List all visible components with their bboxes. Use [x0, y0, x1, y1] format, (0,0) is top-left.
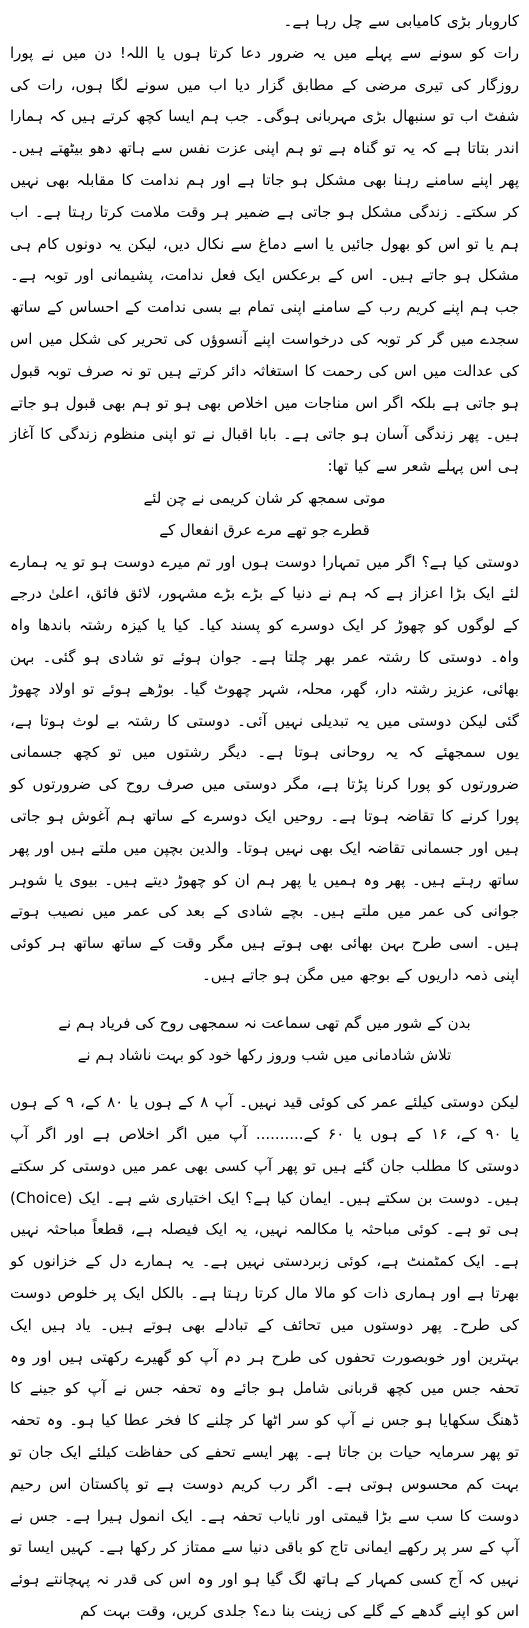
couplet-verse: تلاش شادمانی میں شب وروز رکھا خود کو بہت ناشاد ہم نے [77, 1045, 452, 1064]
intro-line: کاروبار بڑی کامیابی سے چل رہا ہے۔ [283, 12, 519, 30]
paragraph-faith-gift: لیکن دوستی کیلئے عمر کی کوئی قید نہیں۔ آپ ۸ کے ہوں یا ۸۰ کے، ۹ کے ہوں یا ۹۰ کے، ۱۶ کے ہوں یا ۶۰ کے.......... آپ میں اگر اخلاص ہے اور اگر آپ دوستی کا مطلب جان گئے ہیں تو پھر آپ کسی بھی عمر میں دوستی کر سکتے ہیں۔ دوست بن سکتے ہیں۔ ایمان کیا ہے؟ ایک اختیاری شے ہے۔ ایک (Choice) ہی تو ہے۔ کوئی مباحثہ یا مکالمہ نہیں، یہ ایک فیصلہ ہے، قطعاً مباحثہ نہیں ہے۔ ایک کمٹمنٹ ہے، کوئی زبردستی نہیں ہے۔ یہ ہمارے دل کے خزانوں کو بھرتا ہے اور ہماری ذات کو مالا مال کرتا رہتا ہے۔ بالکل ایک پر خلوص دوست کی طرح۔ پھر دوستوں میں تحائف کے تبادلے بھی ہوتے ہیں۔ یاد ہیں ایک بہترین اور خوبصورت تحفوں کی طرح ہر دم آپ کو گھیرے رکھتی ہیں اور وہ تحفہ جس میں کچھ قربانی شامل ہو جائے وہ تحفہ جس نے آپ کو جینے کا ڈھنگ سکھایا ہو جس نے آپ کو سر اٹھا کر چلنے کا فخر عطا کیا ہو۔ وہ تحفہ تو پھر سرمایہ حیات بن جاتا ہے۔ پھر ایسے تحفے کی حفاظت کیلئے ایک جان تو بہت کم محسوس ہوتی ہے۔ اگر رب کریم دوست ہے تو پاکستان اس رحیم دوست کا سب سے بڑا قیمتی اور نایاب تحفہ ہے۔ ایک انمول ہیرا ہے۔ جس نے آپ کے سر پر رکھے ایمانی تاج کو باقی دنیا سے ممتاز کر رکھا ہے۔ کہیں ایسا تو نہیں کہ آج کسی کمہار کے ہاتھ لگ گیا ہو اور وہ اس کی قدر نہ پہچانتے ہوئے اس کو اپنے گدھے کے گلے کی زینت بنا دے؟ جلدی کریں، وقت بہت کم [10, 1093, 519, 1621]
spacer [10, 1071, 519, 1087]
couplet-verse: قطرے جو تھے مرے عرق انفعال کے [159, 520, 370, 539]
couplet-verse: بدن کے شور میں گم تھی سماعت نہ سمجھی روح کی فریاد ہم نے [58, 1013, 471, 1032]
paragraph-repentance: رات کو سونے سے پہلے میں یہ ضرور دعا کرتا ہوں یا اللہ! دن میں نے پورا روزگار کی تیری مرضی کے مطابق گزار دیا اب میں سونے لگا ہوں، رات کی شفٹ اب تو سنبھال بڑی مہربانی ہوگی۔ جب ہم ایسا کچھ کرتے ہیں کہ ہمارا اندر بتاتا ہے کہ یہ تو گناہ ہے تو ہم اپنی عزت نفس سے ہاتھ دھو بیٹھتے ہیں۔ پھر اپنے سامنے رہنا بھی مشکل ہو جاتا ہے اور ہم ندامت کا مقابلہ بھی نہیں کر سکتے۔ زندگی مشکل ہو جاتی ہے ضمیر ہر وقت ملامت کرتا رہتا ہے۔ اب ہم یا تو اس کو بھول جائیں یا اسے دماغ سے نکال دیں، لیکن یہ دونوں کام ہی مشکل ہو جاتے ہیں۔ اس کے برعکس ایک فعل ندامت، پشیمانی اور توبہ ہے۔ جب ہم اپنے کریم رب کے سامنے اپنی تمام بے بسی ندامت کے احساس کے ساتھ سجدے میں گر کر توبہ کی درخواست اپنے آنسوؤں کی تحریر کی شکل میں اس کی عدالت میں اس کی رحمت کا استغاثہ دائر کرتے ہیں تو نہ صرف توبہ قبول ہو جاتی ہے بلکہ اگر اس مناجات میں اخلاص بھی ہو تو ہم بھی قبول ہو جاتے ہیں۔ پھر زندگی آسان ہو جاتی ہے۔ بابا اقبال نے تو اپنی منظوم زندگی کا آغاز ہی اس پہلے شعر سے کیا تھا: [10, 43, 519, 476]
couplet-iqbal [10, 483, 519, 547]
couplet-verse: موتی سمجھ کر شان کریمی نے چن لئے [143, 488, 386, 507]
couplet-soul [10, 1008, 519, 1072]
spacer [10, 992, 519, 1008]
paragraph-friendship: دوستی کیا ہے؟ اگر میں تمہارا دوست ہوں اور تم میرے دوست ہو تو یہ ہمارے لئے ایک بڑا اعزاز ہے کہ ہم نے دنیا کے بڑے بڑے مشہور، لائق فائق، اعلیٰ درجے کے لوگوں کو چھوڑ کر ایک دوسرے کو پسند کیا۔ کیا یا کیزہ رشتہ باندھا واہ واہ۔ دوستی کا رشتہ عمر بھر چلتا ہے۔ جوان ہوئے تو شادی ہو گئی۔ بہن بھائی، عزیز رشتہ دار، گھر، محلہ، شہر چھوٹ گیا۔ بوڑھے ہوئے تو اولاد چھوڑ گئی لیکن دوستی میں یہ تبدیلی نہیں آئی۔ دوستی کا رشتہ بے لوث ہوتا ہے، یوں سمجھئے کہ یہ روحانی ہوتا ہے۔ دیگر رشتوں میں تو کچھ جسمانی ضرورتوں کو پورا کرنا پڑتا ہے، مگر دوستی میں صرف روح کی ضرورتوں کو پورا کرنے کا تقاضہ ہوتا ہے۔ روحیں ایک دوسرے کے ساتھ ہم آغوش ہو جاتی ہیں اور جسمانی تقاضہ ایک بھی نہیں ہوتا۔ والدین بچپن میں ملتے ہیں اور پھر ساتھ رہتے ہیں۔ پھر وہ ہمیں یا پھر ہم ان کو چھوڑ دیتے ہیں۔ بیوی یا شوہر جوانی کی عمر میں ملتے ہیں۔ بچے شادی کے بعد کی عمر میں نصیب ہوتے ہیں۔ اسی طرح بہن بھائی بھی ہوتے ہیں مگر وقت کے ساتھ ساتھ ہر کوئی اپنی ذمہ داریوں کے بوجھ میں مگن ہو جاتے ہیں۔ [10, 552, 519, 984]
